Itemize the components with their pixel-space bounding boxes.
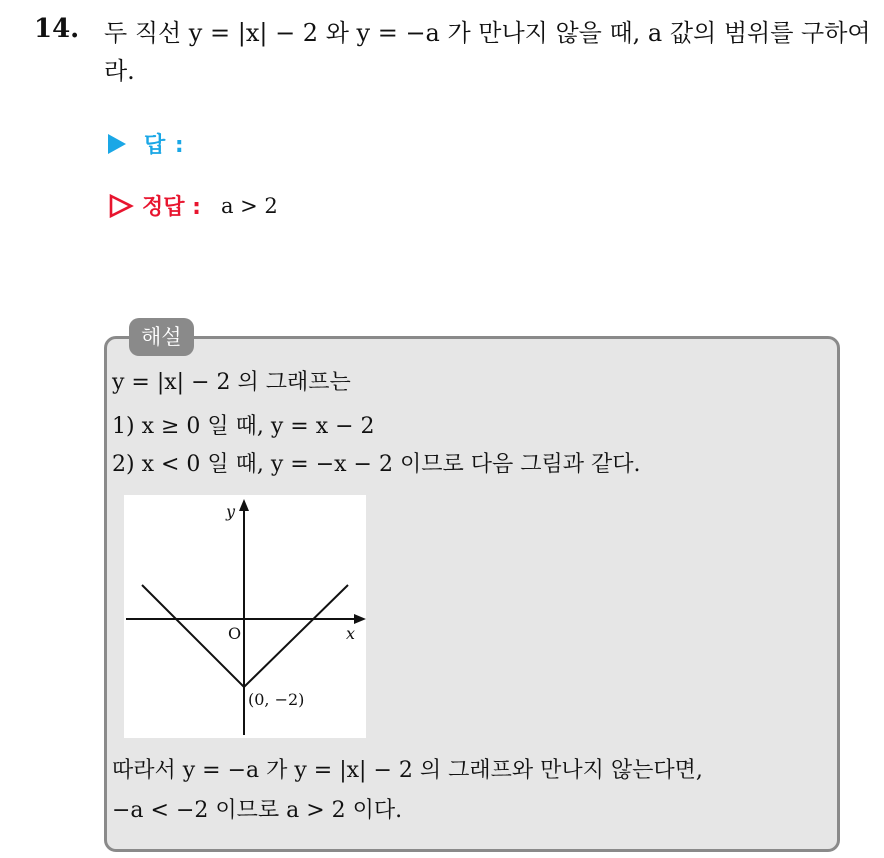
correct-answer-row (108, 190, 278, 221)
answer-label: 답 : (144, 133, 185, 158)
origin-label: O (228, 624, 242, 643)
correct-answer-label: 정답 : (142, 195, 201, 220)
solution-graph (124, 495, 366, 738)
solution-tab: 해설 (129, 318, 194, 356)
question-number: 14. (34, 14, 80, 44)
play-filled-icon (108, 134, 126, 154)
play-outline-icon (108, 194, 134, 218)
y-axis-arrow-icon (239, 499, 249, 511)
solution-line-2: 1) x ≥ 0 일 때, y = x − 2 (112, 414, 375, 439)
solution-line-4: 따라서 y = −a 가 y = |x| − 2 의 그래프와 만나지 않는다면, (112, 758, 703, 783)
correct-answer-value: a > 2 (220, 193, 278, 218)
solution-line-3: 2) x < 0 일 때, y = −x − 2 이므로 다음 그림과 같다. (112, 452, 641, 477)
solution-line-1: y = |x| − 2 의 그래프는 (112, 370, 351, 395)
vertex-label: (0, −2) (248, 690, 305, 709)
question-text: 두 직선 y = |x| − 2 와 y = −a 가 만나지 않을 때, a 값의 범위를 구하여라. (104, 19, 871, 85)
x-axis-label: x (346, 624, 356, 643)
answer-row (108, 128, 185, 159)
y-axis-label: y (226, 502, 236, 521)
x-axis-arrow-icon (354, 614, 366, 624)
solution-line-5: −a < −2 이므로 a > 2 이다. (112, 798, 403, 823)
